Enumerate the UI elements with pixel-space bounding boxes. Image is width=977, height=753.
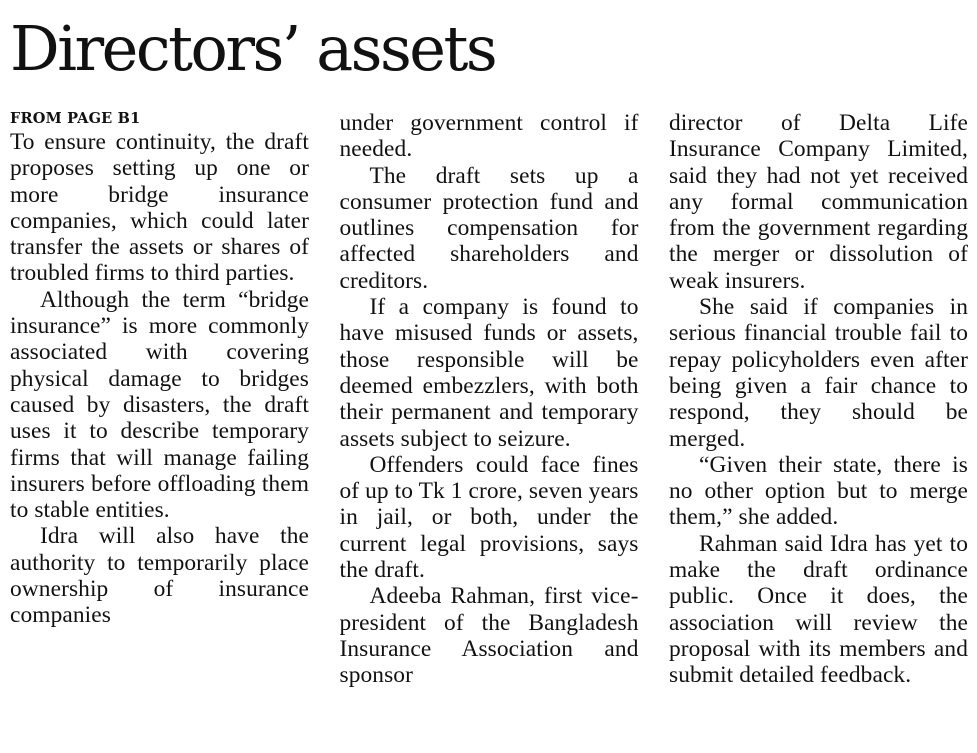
paragraph: Offenders could face fines of up to Tk 1 crore, seven years in jail, or both, under the current legal provisions, says the draft. (339, 451, 639, 584)
paragraph: If a company is found to have misused funds or assets, those responsible will be deemed embezzlers, with both their permanent and temporary assets subject to seizure. (339, 294, 639, 452)
paragraph-continued: under government control if needed. (339, 110, 639, 163)
paragraph: Adeeba Rahman, first vice-president of the Bangladesh Insurance Association and sponsor (339, 583, 639, 689)
continuation-kicker: FROM PAGE B1 (10, 110, 141, 127)
article-body (10, 110, 968, 750)
column-2 (340, 110, 639, 750)
paragraph: “Given their state, there is no other option but to merge them,” she added. (669, 451, 968, 531)
paragraph: To ensure continuity, the draft proposes setting up one or more bridge insurance companies, which could later transfer the assets or shares of troubled firms to third parties. (10, 129, 309, 287)
headline: Directors’ assets (10, 12, 496, 85)
paragraph-continued: director of Delta Life Insurance Company Limited, said they had not yet received any formal communication from the government regarding the merger or dissolution of weak insurers. (669, 110, 968, 294)
column-3 (669, 110, 968, 750)
column-1 (10, 110, 309, 750)
paragraph: She said if companies in serious financial trouble fail to repay policyholders even after being given a fair chance to respond, they should be merged. (669, 294, 968, 452)
paragraph: Rahman said Idra has yet to make the draft ordinance public. Once it does, the association will review the proposal with its members and submit detailed feedback. (669, 530, 968, 689)
paragraph: Although the term “bridge insurance” is more commonly associated with covering physical damage to bridges caused by disasters, the draft uses it to describe temporary firms that will manage failing insurers before offloading them to stable entities. (10, 286, 309, 524)
paragraph: Idra will also have the authority to temporarily place ownership of insurance companies (10, 523, 309, 629)
paragraph: The draft sets up a consumer protection fund and outlines compensation for affected shareholders and creditors. (339, 162, 639, 294)
